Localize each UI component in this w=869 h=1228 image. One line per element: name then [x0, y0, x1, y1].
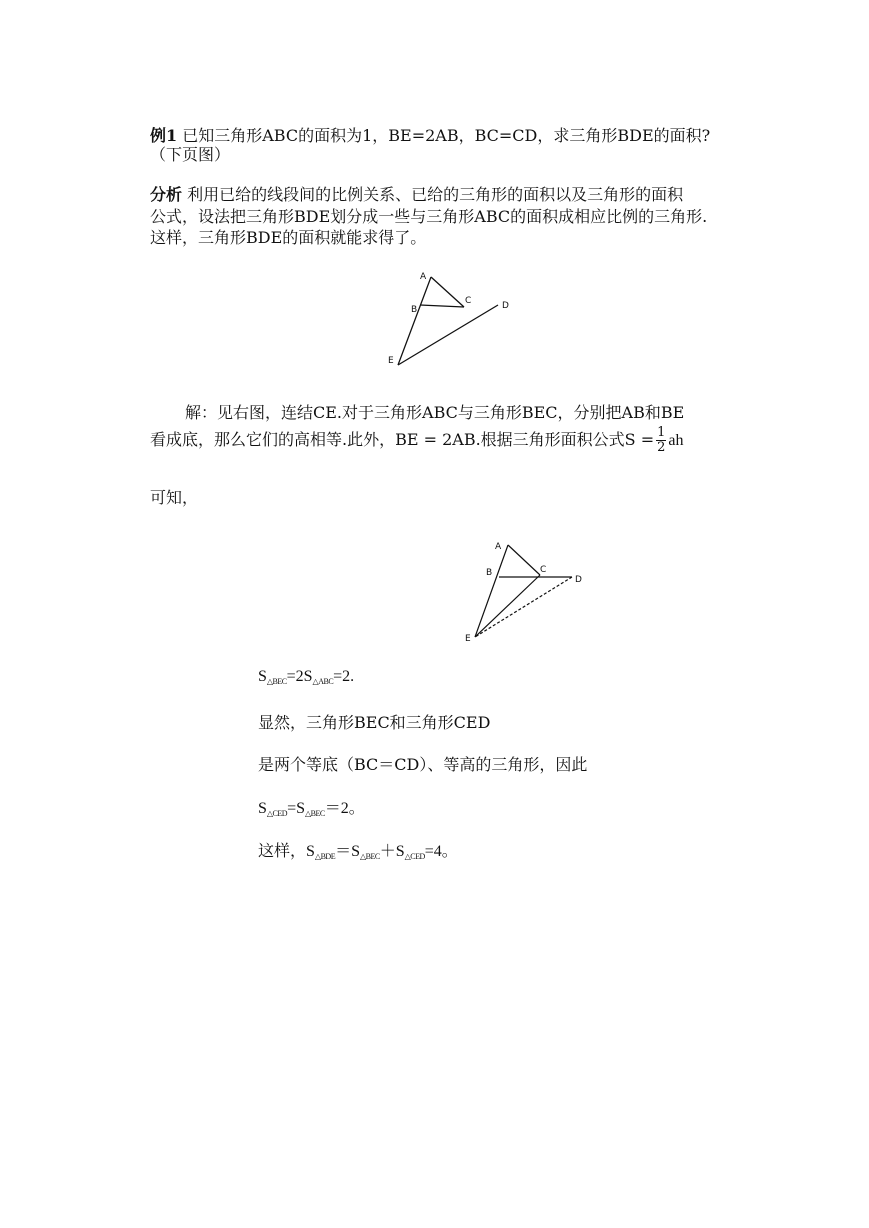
solution-text-2: 看成底，那么它们的高相等.此外，BE = 2AB.根据三角形面积公式S = [150, 430, 655, 449]
point-label-d: D [502, 301, 509, 311]
subscript-abc: △ABC [312, 677, 334, 686]
subscript-bec: △BEC [266, 677, 287, 686]
equation-end: =2. [333, 668, 355, 685]
equation-sbec [258, 668, 354, 686]
segment-ce [475, 575, 540, 637]
analysis-line-2: 公式，设法把三角形BDE划分成一些与三角形ABC的面积成相应比例的三角形. [150, 207, 708, 226]
segment-bc [420, 305, 464, 307]
example-label: 例1 [150, 126, 178, 145]
equation-plus: ＋S [379, 843, 405, 860]
solution-line-3: 可知， [150, 488, 199, 507]
subscript-ced: △CED [266, 809, 288, 818]
segment-ed-dashed [475, 577, 572, 637]
point-label-c: C [540, 565, 547, 575]
analysis-label: 分析 [150, 185, 183, 204]
segment-ac [508, 545, 540, 575]
point-label-e: E [465, 634, 471, 644]
equation-equals: ＝S [335, 843, 360, 860]
equation-mid: =S [287, 800, 305, 817]
subscript-bec: △BEC [359, 852, 380, 861]
segment-ae [475, 545, 508, 637]
point-label-c: C [465, 296, 472, 306]
fraction-one-half [656, 426, 666, 455]
conclusion-prefix: 这样， [258, 841, 307, 860]
triangle-figure-1 [380, 265, 520, 375]
point-label-b: B [486, 568, 493, 578]
subscript-bde: △BDE [314, 852, 336, 861]
equation-sbde [258, 838, 458, 861]
analysis-line-1 [150, 182, 683, 205]
equation-end: =4。 [424, 843, 458, 860]
example-statement: 已知三角形ABC的面积为1，BE=2AB，BC=CD，求三角形BDE的面积? [182, 126, 711, 145]
formula-ah: ah [668, 432, 684, 449]
example-line-2: （下页图） [150, 145, 231, 164]
segment-ad [431, 277, 464, 307]
obvious-line: 显然，三角形BEC和三角形CED [258, 713, 491, 732]
equation-end: ＝2。 [324, 800, 365, 817]
segment-ae [398, 277, 431, 365]
subscript-bec: △BEC [304, 809, 325, 818]
fraction-numerator: 1 [657, 425, 666, 440]
example-line-1 [150, 123, 710, 146]
point-label-a: A [495, 542, 502, 552]
area-symbol: S [258, 800, 267, 817]
point-label-e: E [388, 356, 394, 366]
point-label-b: B [411, 305, 418, 315]
triangle-figure-2 [455, 535, 595, 645]
equation-sced [258, 795, 365, 818]
point-label-a: A [420, 272, 427, 282]
fraction-denominator: 2 [657, 440, 666, 455]
area-symbol: S [306, 843, 315, 860]
analysis-line-3: 这样，三角形BDE的面积就能求得了。 [150, 228, 427, 247]
point-label-d: D [575, 575, 582, 585]
equal-base-line: 是两个等底（BC＝CD）、等高的三角形，因此 [258, 755, 588, 774]
subscript-ced: △CED [404, 852, 425, 861]
analysis-text-1: 利用已给的线段间的比例关系、已给的三角形的面积以及三角形的面积 [187, 185, 684, 204]
equation-mid: =2S [286, 668, 313, 685]
solution-line-1: 解：见右图，连结CE.对于三角形ABC与三角形BEC，分别把AB和BE [185, 403, 685, 422]
solution-line-2 [150, 426, 684, 455]
area-symbol: S [258, 668, 267, 685]
